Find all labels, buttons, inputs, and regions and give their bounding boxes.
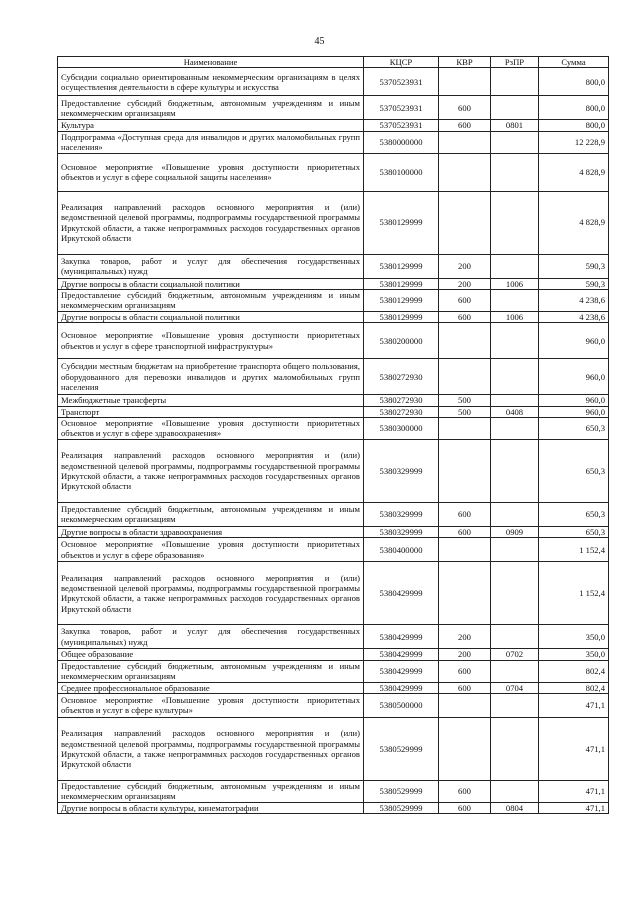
cell-kcsr: 5380272930 (364, 359, 439, 395)
cell-kcsr: 5380429999 (364, 625, 439, 649)
cell-kvr: 500 (439, 395, 491, 406)
cell-sum: 4 238,6 (539, 311, 609, 322)
cell-kvr (439, 153, 491, 191)
cell-kvr: 600 (439, 289, 491, 311)
table-row (58, 562, 609, 625)
table-row (58, 439, 609, 502)
table-row (58, 649, 609, 660)
table-row (58, 191, 609, 254)
cell-rzpr (491, 323, 539, 359)
cell-rzpr: 0804 (491, 802, 539, 813)
cell-kcsr: 5380300000 (364, 417, 439, 439)
cell-name: Реализация направлений расходов основного мероприятия и (или) ведомственной целевой программы, подпрограммы государственной программы Иркутской области, а также непрограммных расходов государственных органов Иркутской области (58, 562, 364, 625)
cell-rzpr (491, 96, 539, 120)
cell-kcsr: 5380129999 (364, 278, 439, 289)
cell-name: Реализация направлений расходов основного мероприятия и (или) ведомственной целевой программы, подпрограммы государственной программы Иркутской области, а также непрограммных расходов государственных органов Иркутской области (58, 439, 364, 502)
cell-rzpr: 0702 (491, 649, 539, 660)
cell-kcsr: 5380429999 (364, 660, 439, 682)
table-row (58, 780, 609, 802)
cell-kcsr: 5380129999 (364, 289, 439, 311)
cell-name: Культура (58, 120, 364, 131)
cell-kcsr: 5370523931 (364, 120, 439, 131)
cell-sum: 802,4 (539, 660, 609, 682)
cell-sum: 471,1 (539, 693, 609, 717)
cell-kvr: 600 (439, 311, 491, 322)
cell-name: Субсидии социально ориентированным некоммерческим организациям в целях осуществления деятельности в сфере культуры и искусства (58, 68, 364, 96)
cell-kvr: 600 (439, 660, 491, 682)
cell-kvr: 600 (439, 96, 491, 120)
cell-rzpr: 1006 (491, 278, 539, 289)
cell-rzpr (491, 625, 539, 649)
table-row (58, 717, 609, 780)
cell-kvr (439, 323, 491, 359)
cell-kcsr: 5380529999 (364, 717, 439, 780)
table-row (58, 682, 609, 693)
cell-kvr (439, 359, 491, 395)
cell-rzpr (491, 660, 539, 682)
cell-kcsr: 5370523931 (364, 68, 439, 96)
cell-rzpr (491, 717, 539, 780)
cell-kcsr: 5380129999 (364, 254, 439, 278)
cell-name: Другие вопросы в области социальной политики (58, 278, 364, 289)
cell-rzpr: 0909 (491, 526, 539, 537)
table-row (58, 693, 609, 717)
cell-kvr (439, 131, 491, 153)
cell-kcsr: 5380129999 (364, 311, 439, 322)
table-row (58, 502, 609, 526)
cell-name: Предоставление субсидий бюджетным, автономным учреждениям и иным некоммерческим организациям (58, 96, 364, 120)
cell-rzpr: 1006 (491, 311, 539, 322)
cell-sum: 1 152,4 (539, 538, 609, 562)
table-row (58, 278, 609, 289)
cell-kcsr: 5380129999 (364, 191, 439, 254)
table-row (58, 68, 609, 96)
cell-sum: 802,4 (539, 682, 609, 693)
cell-kcsr: 5380529999 (364, 802, 439, 813)
cell-name: Предоставление субсидий бюджетным, автономным учреждениям и иным некоммерческим организациям (58, 780, 364, 802)
cell-sum: 960,0 (539, 323, 609, 359)
cell-kvr: 600 (439, 120, 491, 131)
cell-kcsr: 5380500000 (364, 693, 439, 717)
cell-kcsr: 5380400000 (364, 538, 439, 562)
table-row (58, 96, 609, 120)
column-header-name: Наименование (58, 57, 364, 68)
cell-rzpr (491, 191, 539, 254)
cell-kcsr: 5380429999 (364, 682, 439, 693)
table-row (58, 254, 609, 278)
cell-rzpr (491, 502, 539, 526)
cell-name: Основное мероприятие «Повышение уровня доступности приоритетных объектов и услуг в сфере культуры» (58, 693, 364, 717)
table-row (58, 120, 609, 131)
cell-name: Основное мероприятие «Повышение уровня доступности приоритетных объектов и услуг в сфере транспортной инфраструктуры» (58, 323, 364, 359)
table-row (58, 660, 609, 682)
cell-kvr: 200 (439, 625, 491, 649)
cell-sum: 960,0 (539, 395, 609, 406)
cell-name: Реализация направлений расходов основного мероприятия и (или) ведомственной целевой программы, подпрограммы государственной программы Иркутской области, а также непрограммных расходов государственных органов Иркутской области (58, 191, 364, 254)
cell-rzpr (491, 395, 539, 406)
cell-name: Подпрограмма «Доступная среда для инвалидов и других маломобильных групп населения» (58, 131, 364, 153)
cell-sum: 960,0 (539, 406, 609, 417)
cell-rzpr (491, 693, 539, 717)
table-header-row (58, 57, 609, 68)
cell-kvr: 600 (439, 682, 491, 693)
column-header-rzpr: РзПР (491, 57, 539, 68)
cell-rzpr (491, 131, 539, 153)
table-row (58, 538, 609, 562)
cell-name: Транспорт (58, 406, 364, 417)
cell-name: Общее образование (58, 649, 364, 660)
cell-kvr (439, 439, 491, 502)
page-number: 45 (314, 36, 325, 47)
cell-rzpr (491, 780, 539, 802)
table-row (58, 323, 609, 359)
table-row (58, 311, 609, 322)
cell-rzpr (491, 359, 539, 395)
cell-rzpr (491, 538, 539, 562)
cell-rzpr: 0704 (491, 682, 539, 693)
column-header-kvr: КВР (439, 57, 491, 68)
table-row (58, 359, 609, 395)
cell-name: Основное мероприятие «Повышение уровня доступности приоритетных объектов и услуг в сфере социальной защиты населения» (58, 153, 364, 191)
cell-kvr: 600 (439, 802, 491, 813)
cell-sum: 650,3 (539, 502, 609, 526)
cell-sum: 960,0 (539, 359, 609, 395)
cell-name: Другие вопросы в области культуры, кинематографии (58, 802, 364, 813)
cell-kvr (439, 417, 491, 439)
cell-name: Предоставление субсидий бюджетным, автономным учреждениям и иным некоммерческим организациям (58, 502, 364, 526)
cell-kcsr: 5380200000 (364, 323, 439, 359)
column-header-kcsr: КЦСР (364, 57, 439, 68)
table-row (58, 395, 609, 406)
table-row (58, 153, 609, 191)
cell-rzpr (491, 68, 539, 96)
cell-kvr (439, 562, 491, 625)
cell-name: Другие вопросы в области здравоохранения (58, 526, 364, 537)
cell-name: Среднее профессиональное образование (58, 682, 364, 693)
cell-name: Субсидии местным бюджетам на приобретение транспорта общего пользования, оборудованного для перевозки инвалидов и других маломобильных групп населения (58, 359, 364, 395)
cell-name: Основное мероприятие «Повышение уровня доступности приоритетных объектов и услуг в сфере здравоохранения» (58, 417, 364, 439)
cell-kvr (439, 538, 491, 562)
cell-rzpr (491, 153, 539, 191)
cell-kcsr: 5380329999 (364, 439, 439, 502)
cell-kcsr: 5380429999 (364, 649, 439, 660)
table-row (58, 526, 609, 537)
cell-kcsr: 5380100000 (364, 153, 439, 191)
cell-name: Закупка товаров, работ и услуг для обеспечения государственных (муниципальных) нужд (58, 254, 364, 278)
cell-sum: 471,1 (539, 780, 609, 802)
cell-kcsr: 5370523931 (364, 96, 439, 120)
cell-rzpr (491, 289, 539, 311)
cell-kvr: 600 (439, 502, 491, 526)
cell-rzpr (491, 254, 539, 278)
column-header-sum: Сумма (539, 57, 609, 68)
cell-rzpr: 0801 (491, 120, 539, 131)
budget-table (57, 56, 609, 814)
cell-sum: 800,0 (539, 96, 609, 120)
cell-sum: 590,3 (539, 278, 609, 289)
cell-kcsr: 5380429999 (364, 562, 439, 625)
table-row (58, 131, 609, 153)
cell-name: Предоставление субсидий бюджетным, автономным учреждениям и иным некоммерческим организациям (58, 289, 364, 311)
cell-sum: 12 228,9 (539, 131, 609, 153)
cell-kvr (439, 717, 491, 780)
cell-sum: 4 238,6 (539, 289, 609, 311)
cell-name: Межбюджетные трансферты (58, 395, 364, 406)
cell-sum: 650,3 (539, 439, 609, 502)
table-row (58, 289, 609, 311)
cell-sum: 4 828,9 (539, 191, 609, 254)
cell-kvr (439, 191, 491, 254)
cell-sum: 1 152,4 (539, 562, 609, 625)
cell-sum: 471,1 (539, 717, 609, 780)
cell-kcsr: 5380272930 (364, 406, 439, 417)
table-row (58, 802, 609, 813)
cell-sum: 650,3 (539, 526, 609, 537)
cell-kvr: 200 (439, 254, 491, 278)
cell-name: Закупка товаров, работ и услуг для обеспечения государственных (муниципальных) нужд (58, 625, 364, 649)
cell-kcsr: 5380000000 (364, 131, 439, 153)
cell-name: Реализация направлений расходов основного мероприятия и (или) ведомственной целевой программы, подпрограммы государственной программы Иркутской области, а также непрограммных расходов государственных органов Иркутской области (58, 717, 364, 780)
table-row (58, 406, 609, 417)
cell-sum: 800,0 (539, 68, 609, 96)
cell-sum: 650,3 (539, 417, 609, 439)
cell-kcsr: 5380272930 (364, 395, 439, 406)
cell-kvr (439, 68, 491, 96)
cell-kvr: 500 (439, 406, 491, 417)
cell-kvr: 600 (439, 780, 491, 802)
cell-kvr: 600 (439, 526, 491, 537)
cell-name: Основное мероприятие «Повышение уровня доступности приоритетных объектов и услуг в сфере образования» (58, 538, 364, 562)
cell-sum: 590,3 (539, 254, 609, 278)
cell-name: Другие вопросы в области социальной политики (58, 311, 364, 322)
table-row (58, 625, 609, 649)
cell-sum: 471,1 (539, 802, 609, 813)
table-row (58, 417, 609, 439)
cell-sum: 4 828,9 (539, 153, 609, 191)
cell-kvr (439, 693, 491, 717)
cell-kcsr: 5380329999 (364, 526, 439, 537)
cell-kcsr: 5380329999 (364, 502, 439, 526)
cell-name: Предоставление субсидий бюджетным, автономным учреждениям и иным некоммерческим организациям (58, 660, 364, 682)
cell-sum: 350,0 (539, 625, 609, 649)
cell-rzpr (491, 417, 539, 439)
cell-sum: 350,0 (539, 649, 609, 660)
cell-rzpr (491, 562, 539, 625)
cell-rzpr: 0408 (491, 406, 539, 417)
cell-kvr: 200 (439, 649, 491, 660)
cell-sum: 800,0 (539, 120, 609, 131)
cell-kvr: 200 (439, 278, 491, 289)
cell-kcsr: 5380529999 (364, 780, 439, 802)
cell-rzpr (491, 439, 539, 502)
